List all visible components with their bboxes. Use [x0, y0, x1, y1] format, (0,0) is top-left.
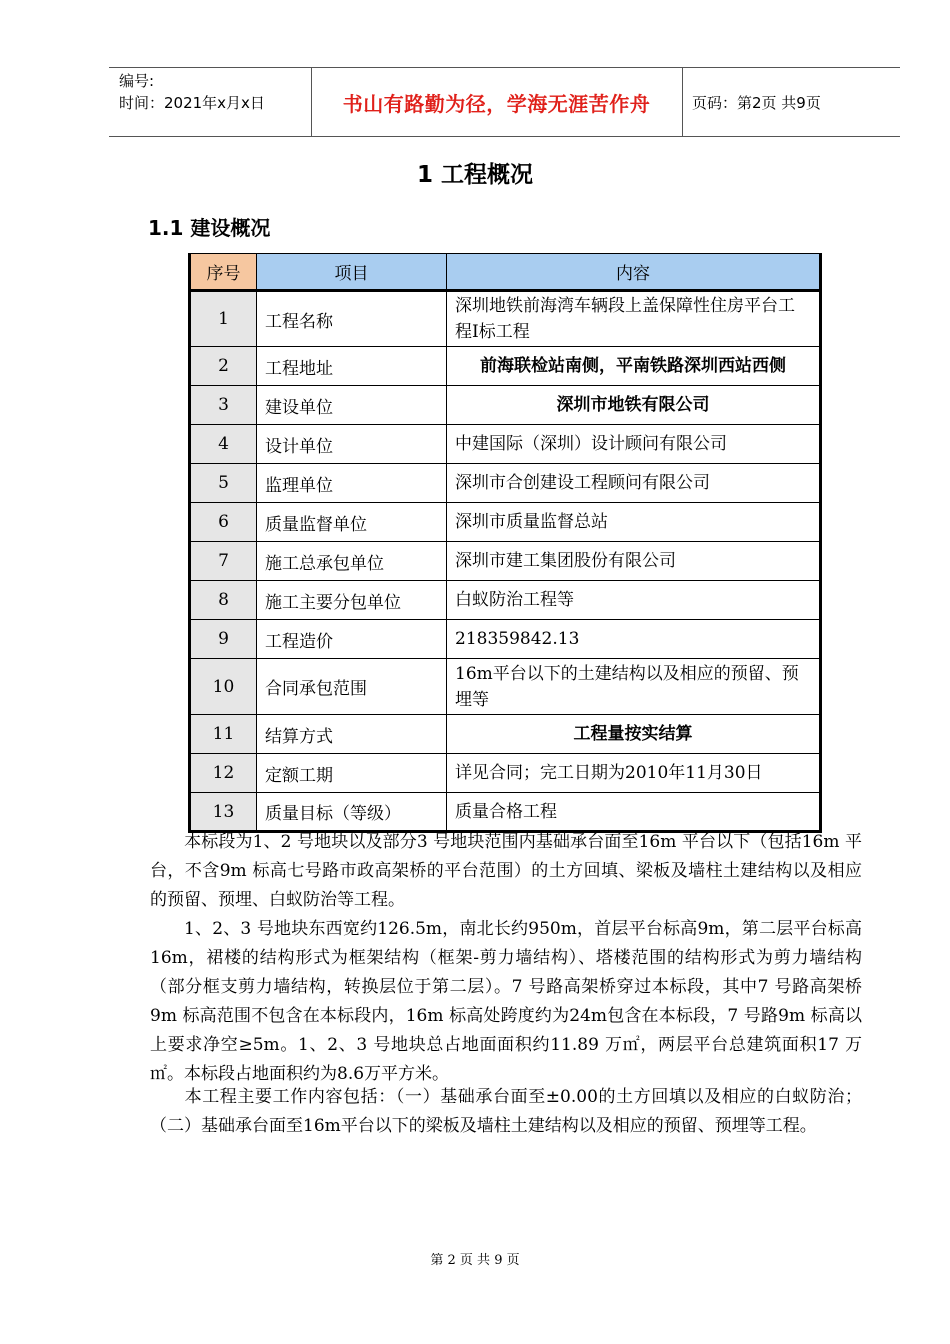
row-index: 1 [190, 291, 257, 347]
row-value: 前海联检站南侧，平南铁路深圳西站西侧 [447, 347, 821, 386]
table-row [190, 715, 821, 754]
row-value: 深圳市建工集团股份有限公司 [447, 542, 821, 581]
header-meta [109, 68, 312, 136]
row-item: 工程名称 [257, 291, 447, 347]
row-index: 3 [190, 386, 257, 425]
row-index: 5 [190, 464, 257, 503]
row-index: 11 [190, 715, 257, 754]
table-row [190, 659, 821, 715]
construction-overview-table [188, 253, 822, 833]
row-value: 中建国际（深圳）设计顾问有限公司 [447, 425, 821, 464]
time-label: 时间：2021年x月x日 [119, 94, 265, 112]
row-index: 10 [190, 659, 257, 715]
motto: 书山有路勤为径，学海无涯苦作舟 [342, 91, 651, 116]
row-index: 4 [190, 425, 257, 464]
table-row [190, 503, 821, 542]
row-value: 白蚁防治工程等 [447, 581, 821, 620]
row-item: 工程地址 [257, 347, 447, 386]
header-motto-cell [311, 68, 683, 136]
table-row [190, 291, 821, 347]
row-index: 2 [190, 347, 257, 386]
row-value: 深圳地铁前海湾车辆段上盖保障性住房平台工程Ⅰ标工程 [447, 291, 821, 347]
section-title: 1.1 建设概况 [148, 216, 271, 240]
row-item: 施工总承包单位 [257, 542, 447, 581]
row-index: 7 [190, 542, 257, 581]
row-index: 9 [190, 620, 257, 659]
header-item: 项目 [257, 254, 447, 291]
row-value: 16m平台以下的土建结构以及相应的预留、预埋等 [447, 659, 821, 715]
table-row [190, 347, 821, 386]
row-item: 质量监督单位 [257, 503, 447, 542]
row-index: 8 [190, 581, 257, 620]
row-item: 定额工期 [257, 754, 447, 793]
chapter-title: 1 工程概况 [416, 162, 533, 188]
row-index: 6 [190, 503, 257, 542]
row-value: 工程量按实结算 [447, 715, 821, 754]
table-row [190, 754, 821, 793]
table-row [190, 793, 821, 832]
row-index: 13 [190, 793, 257, 832]
row-item: 合同承包范围 [257, 659, 447, 715]
paragraph: 本工程主要工作内容包括：（一）基础承台面至±0.00的土方回填以及相应的白蚁防治；（二）基础承台面至16m平台以下的梁板及墙柱土建结构以及相应的预留、预埋等工程。 [150, 1087, 862, 1136]
row-item: 结算方式 [257, 715, 447, 754]
table-header-row [190, 254, 821, 291]
row-value: 218359842.13 [447, 620, 821, 659]
header-index: 序号 [190, 254, 257, 291]
row-item: 设计单位 [257, 425, 447, 464]
row-item: 施工主要分包单位 [257, 581, 447, 620]
row-value: 深圳市合创建设工程顾问有限公司 [447, 464, 821, 503]
paragraph: 本标段为1、2 号地块以及部分3 号地块范围内基础承台面至16m 平台以下（包括16m 平台，不含9m 标高七号路市政高架桥的平台范围）的土方回填、梁板及墙柱土建结构以及相应的预留、预埋、白蚁防治等工程。 [150, 832, 862, 910]
row-value: 质量合格工程 [447, 793, 821, 832]
row-item: 监理单位 [257, 464, 447, 503]
row-value: 详见合同；完工日期为2010年11月30日 [447, 754, 821, 793]
paragraph: 1、2、3 号地块东西宽约126.5m，南北长约950m，首层平台标高9m，第二层平台标高16m，裙楼的结构形式为框架结构（框架-剪力墙结构）、塔楼范围的结构形式为剪力墙结构（部分框支剪力墙结构，转换层位于第二层）。7 号路高架桥穿过本标段，其中7 号路高架桥9m 标高范围不包含在本标段内，16m 标高处跨度约为24m包含在本标段，7 号路9m 标高以上要求净空≥5m。1、2、3 号地块总占地面面积约11.89 万㎡，两层平台总建筑面积17 万㎡。本标段占地面积约为8.6万平方米。 [150, 919, 862, 1084]
table-row [190, 464, 821, 503]
row-item: 工程造价 [257, 620, 447, 659]
table-row [190, 581, 821, 620]
row-item: 质量目标（等级） [257, 793, 447, 832]
table-row [190, 542, 821, 581]
table-row [190, 620, 821, 659]
row-index: 12 [190, 754, 257, 793]
table-row [190, 386, 821, 425]
table-row [190, 425, 821, 464]
row-value: 深圳市质量监督总站 [447, 503, 821, 542]
page-info: 页码：第2页 共9页 [692, 93, 821, 112]
page-footer: 第 2 页 共 9 页 [430, 1253, 520, 1268]
number-label: 编号: [119, 72, 155, 90]
header-page-cell [682, 68, 900, 136]
header-content: 内容 [447, 254, 821, 291]
row-item: 建设单位 [257, 386, 447, 425]
row-value: 深圳市地铁有限公司 [447, 386, 821, 425]
page-header [109, 67, 900, 137]
